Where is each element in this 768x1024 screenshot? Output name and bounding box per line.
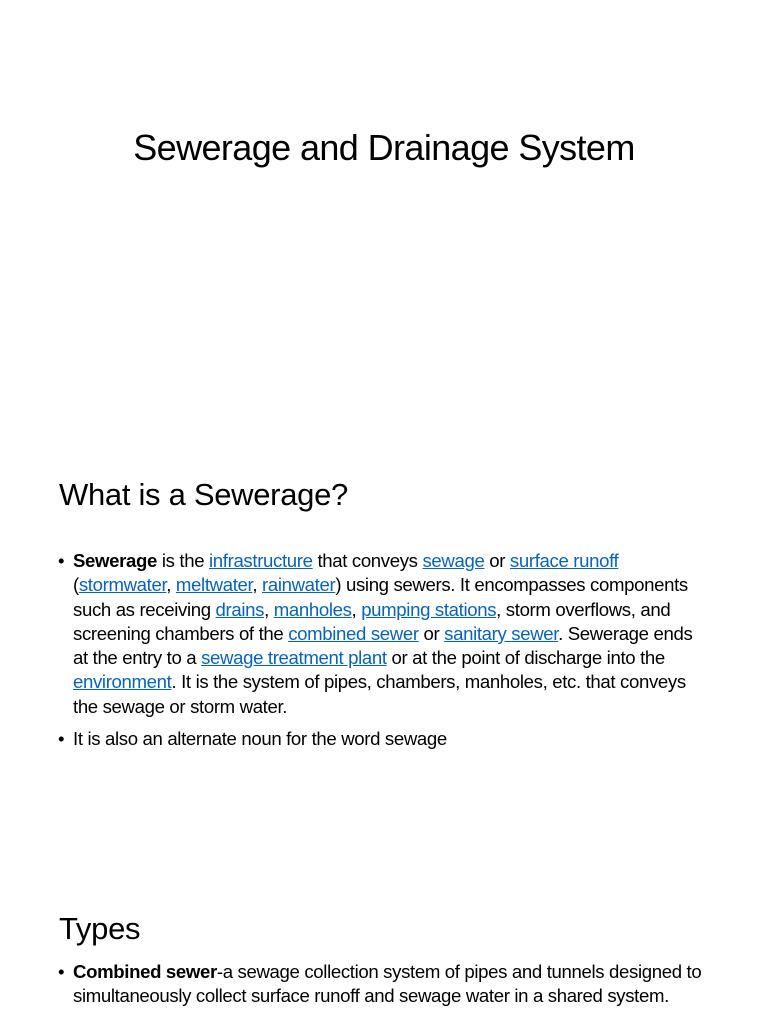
slide-title [0, 0, 768, 432]
page-title: Sewerage and Drainage System [133, 127, 635, 168]
text: that conveys [312, 550, 423, 571]
text: is the [157, 550, 210, 571]
link-combined-sewer[interactable]: combined sewer [288, 622, 419, 644]
link-environment[interactable]: environment [73, 671, 172, 693]
link-sanitary-sewer[interactable]: sanitary sewer [444, 622, 559, 644]
link-pumping-stations[interactable]: pumping stations [361, 598, 497, 620]
link-sewage[interactable]: sewage [422, 550, 485, 571]
link-manholes[interactable]: manholes [273, 598, 352, 620]
text: . Sewerage ends at the entry to a [73, 622, 693, 669]
bold-term: Sewerage [73, 550, 158, 571]
bullet-combined-sewer [58, 960, 708, 1009]
bullet-list [58, 960, 708, 1017]
text: or at the point of discharge into the [386, 647, 665, 669]
link-stormwater[interactable]: stormwater [78, 574, 167, 596]
link-infrastructure[interactable]: infrastructure [209, 550, 313, 571]
text: . It is the system of pipes, chambers, manholes, etc. that conveys the sewage or storm water. [73, 671, 686, 717]
slide-what-is-sewerage [0, 432, 768, 864]
text: ) using sewers. It encompasses components such as receiving [73, 574, 688, 620]
link-drains[interactable]: drains [215, 598, 265, 620]
link-sewage-treatment-plant[interactable]: sewage treatment plant [201, 647, 387, 669]
bullet-sewerage-definition [58, 549, 708, 719]
text: or [418, 622, 445, 644]
text: ( [73, 574, 79, 596]
text: , storm overflows, and screening chambers of the [73, 598, 671, 644]
bullet-alternate-noun: • It is also an alternate noun for the word sewage [58, 727, 708, 751]
text: , [351, 598, 362, 620]
bold-term: Combined sewer [73, 961, 217, 982]
text: , [166, 574, 176, 596]
text: or [484, 550, 510, 571]
bullet-list [58, 549, 708, 759]
link-rainwater[interactable]: rainwater [261, 574, 336, 596]
text: , [264, 598, 274, 620]
section-heading-what-is-sewerage: What is a Sewerage? [59, 477, 348, 512]
section-heading-types: Types [59, 911, 141, 946]
link-surface-runoff[interactable]: surface runoff [509, 550, 619, 571]
text: , [252, 574, 262, 596]
text: -a sewage collection system of pipes and tunnels designed to simultaneously collect surface runoff and sewage water in a shared system. [73, 961, 702, 1007]
slide-types [0, 864, 768, 1024]
link-meltwater[interactable]: meltwater [175, 574, 253, 596]
